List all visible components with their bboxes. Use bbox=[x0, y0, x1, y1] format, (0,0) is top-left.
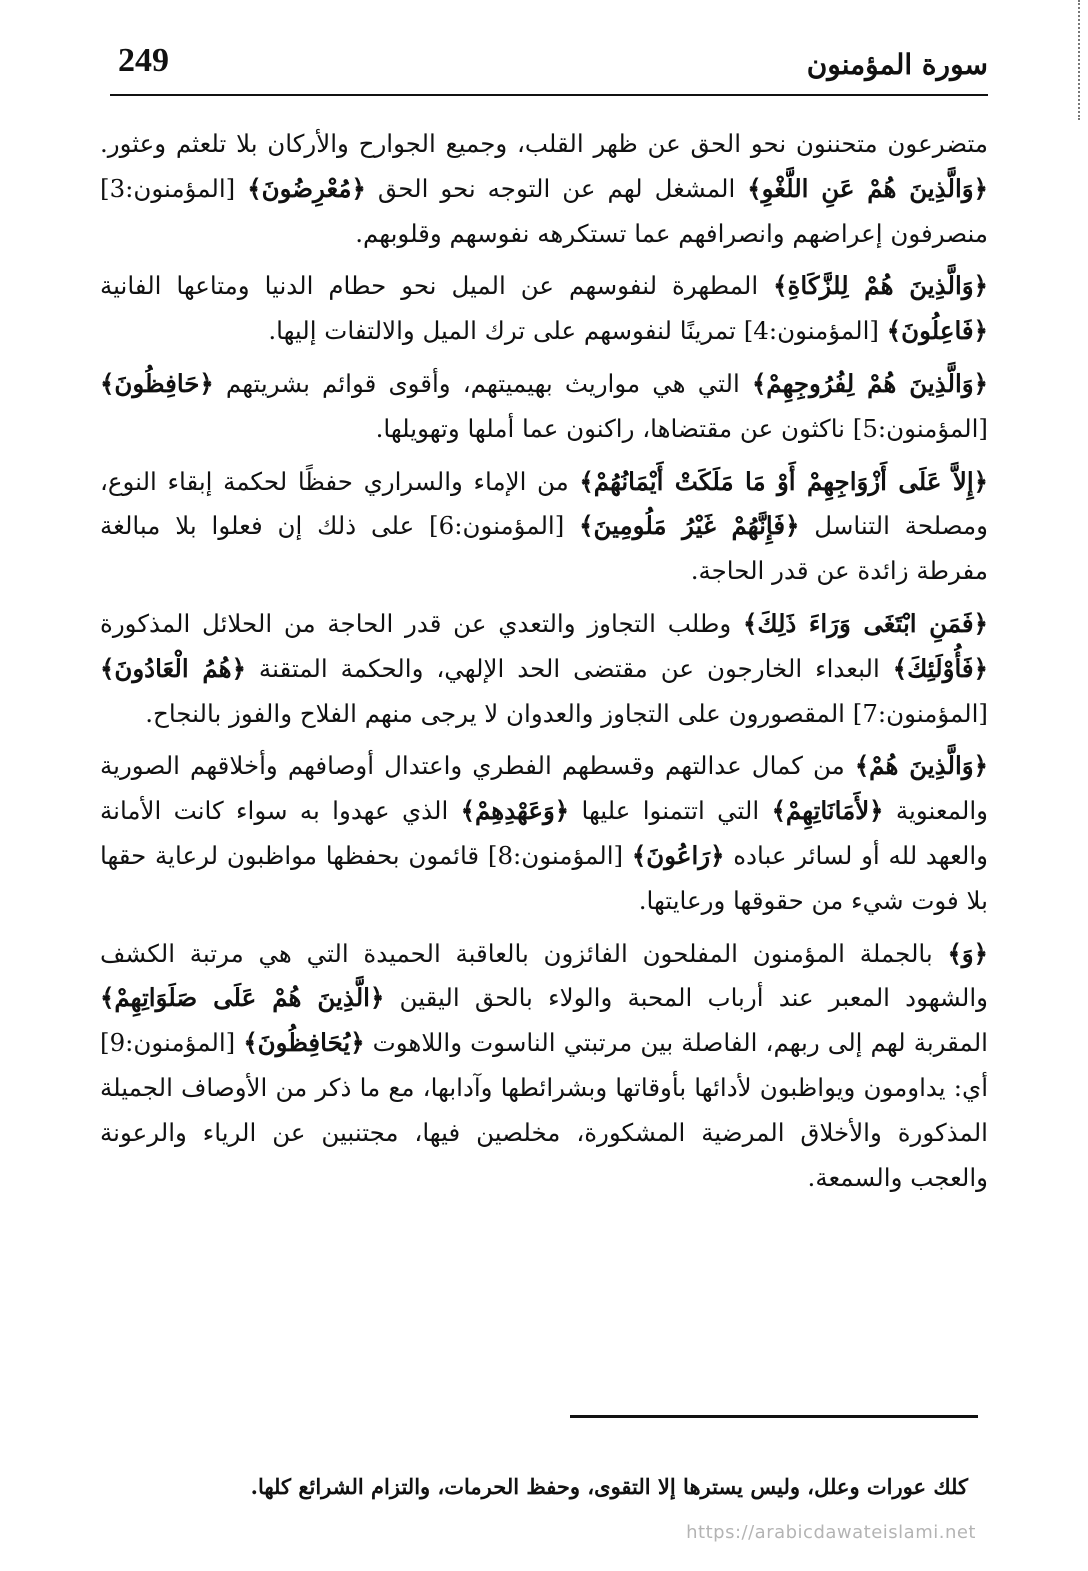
quran-verse: ﴿وَالَّذِينَ هُمْ﴾ bbox=[854, 751, 988, 781]
commentary-text: [المؤمنون:4] تمرينًا لنفوسهم على ترك الميل والالتفات إليها. bbox=[268, 316, 887, 346]
paragraph bbox=[100, 122, 988, 256]
header-rule bbox=[110, 94, 988, 96]
commentary-text: وطلب التجاوز والتعدي عن قدر الحاجة من الحلائل المذكورة bbox=[100, 608, 743, 638]
commentary-text: المطهرة لنفوسهم عن الميل نحو حطام الدنيا ومتاعها الفانية bbox=[100, 271, 774, 301]
commentary-text: متضرعون متحننون نحو الحق عن ظهر القلب، وجميع الجوارح والأركان بلا تلعثم وعثور. bbox=[100, 129, 988, 158]
scan-edge-mark bbox=[1072, 0, 1080, 120]
paragraph bbox=[100, 602, 988, 736]
commentary-text: من كمال عدالتهم وقسطهم الفطري واعتدال أوصافهم وأخلاقهم الصورية والمعنوية bbox=[100, 751, 988, 826]
page-number: 249 bbox=[118, 42, 169, 79]
quran-verse: ﴿وَالَّذِينَ هُمْ لِلزَّكَاةِ﴾ bbox=[773, 271, 988, 301]
quran-verse: ﴿الَّذِينَ هُمْ عَلَى صَلَوَاتِهِمْ﴾ bbox=[100, 983, 385, 1013]
paragraph bbox=[100, 362, 988, 452]
quran-verse: ﴿وَالَّذِينَ هُمْ لِفُرُوجِهِمْ﴾ bbox=[751, 368, 988, 398]
quran-verse: ﴿وَالَّذِينَ هُمْ عَنِ اللَّغْوِ﴾ bbox=[747, 173, 988, 203]
paragraph bbox=[100, 264, 988, 354]
quran-verse: ﴿إِلاَّ عَلَى أَزْوَاجِهِمْ أَوْ مَا مَلَكَتْ أَيْمَانُهُمْ﴾ bbox=[579, 466, 988, 496]
commentary-text: البعداء الخارجون عن مقتضى الحد الإلهي، والحكمة المتقنة bbox=[245, 653, 893, 683]
paragraph bbox=[100, 460, 988, 594]
paragraph bbox=[100, 932, 988, 1201]
quran-verse: ﴿رَاعُونَ﴾ bbox=[631, 840, 725, 870]
main-text bbox=[100, 122, 988, 1208]
commentary-text: التي اتتمنوا عليها bbox=[569, 796, 772, 826]
commentary-text: بالجملة المؤمنون المفلحون الفائزون بالعاقبة الحميدة التي هي مرتبة الكشف والشهود المعبر عند أرباب المحبة والولاء بالحق اليقين bbox=[100, 938, 988, 1013]
commentary-text: التي هي مواريث بهيميتهم، وأقوى قوائم بشريتهم bbox=[213, 368, 752, 398]
page-header bbox=[110, 38, 988, 98]
watermark-url: https://arabicdawateislami.net bbox=[686, 1522, 976, 1543]
commentary-text: من الإماء والسراري حفظًا لحكمة إبقاء النوع، ومصلحة التناسل bbox=[100, 466, 988, 541]
quran-verse: ﴿فَمَنِ ابْتَغَى وَرَاءَ ذَلِكَ﴾ bbox=[742, 608, 988, 638]
quran-verse: ﴿يُحَافِظُونَ﴾ bbox=[243, 1028, 365, 1058]
commentary-text: [المؤمنون:5] ناكثون عن مقتضاها، راكنون عما أملها وتهويلها. bbox=[375, 413, 988, 443]
quran-verse: ﴿فَإِنَّهُمْ غَيْرُ مَلُومِينَ﴾ bbox=[579, 511, 800, 541]
commentary-text: [المؤمنون:9] أي: يداومون ويواظبون لأدائها بأوقاتها وبشرائطها وآدابها، مع ما ذكر من الأوصاف الجميلة المذكورة والأخلاق المرضية المشكورة، مخلصين فيها، مجتنبين عن الرياء والرعونة والعجب والسمعة. bbox=[100, 1028, 988, 1192]
quran-verse: ﴿فَاعِلُونَ﴾ bbox=[886, 316, 988, 346]
quran-verse: ﴿هُمُ الْعَادُونَ﴾ bbox=[100, 653, 246, 683]
commentary-text: [المؤمنون:7] المقصورون على التجاوز والعدوان لا يرجى منهم الفلاح والفوز بالنجاح. bbox=[145, 698, 988, 728]
surah-title: سورة المؤمنون bbox=[806, 48, 988, 81]
commentary-text: [المؤمنون:6] على ذلك إن فعلوا بلا مبالغة مفرطة زائدة عن قدر الحاجة. bbox=[100, 511, 988, 586]
quran-verse: ﴿حَافِظُونَ﴾ bbox=[100, 368, 214, 398]
quran-verse: ﴿مُعْرِضُونَ﴾ bbox=[247, 173, 366, 203]
quran-verse: ﴿وَ﴾ bbox=[947, 938, 988, 968]
footnote-rule bbox=[570, 1415, 978, 1418]
commentary-text: [المؤمنون:8] قائمون بحفظها مواظبون لرعاية حقها بلا فوت شيء من حقوقها ورعايتها. bbox=[100, 840, 988, 915]
paragraph bbox=[100, 744, 988, 923]
footnote: كلك عورات وعلل، وليس يسترها إلا التقوى، وحفظ الحرمات، والتزام الشرائع كلها. bbox=[250, 1474, 968, 1499]
commentary-text: الذي عهدوا به سواء كانت الأمانة والعهد لله أو لسائر عباده bbox=[100, 796, 988, 870]
commentary-text: المشغل لهم عن التوجه نحو الحق bbox=[365, 173, 748, 203]
commentary-text: [المؤمنون:3] منصرفون إعراضهم وانصرافهم عما تستكرهه نفوسهم وقلوبهم. bbox=[100, 173, 988, 248]
quran-verse: ﴿فَأُوْلَئِكَ﴾ bbox=[892, 653, 988, 683]
quran-verse: ﴿لأَمَانَاتِهِمْ﴾ bbox=[771, 796, 884, 826]
quran-verse: ﴿وَعَهْدِهِمْ﴾ bbox=[460, 796, 570, 826]
commentary-text: المقربة لهم إلى ربهم، الفاصلة بين مرتبتي الناسوت واللاهوت bbox=[364, 1028, 988, 1058]
